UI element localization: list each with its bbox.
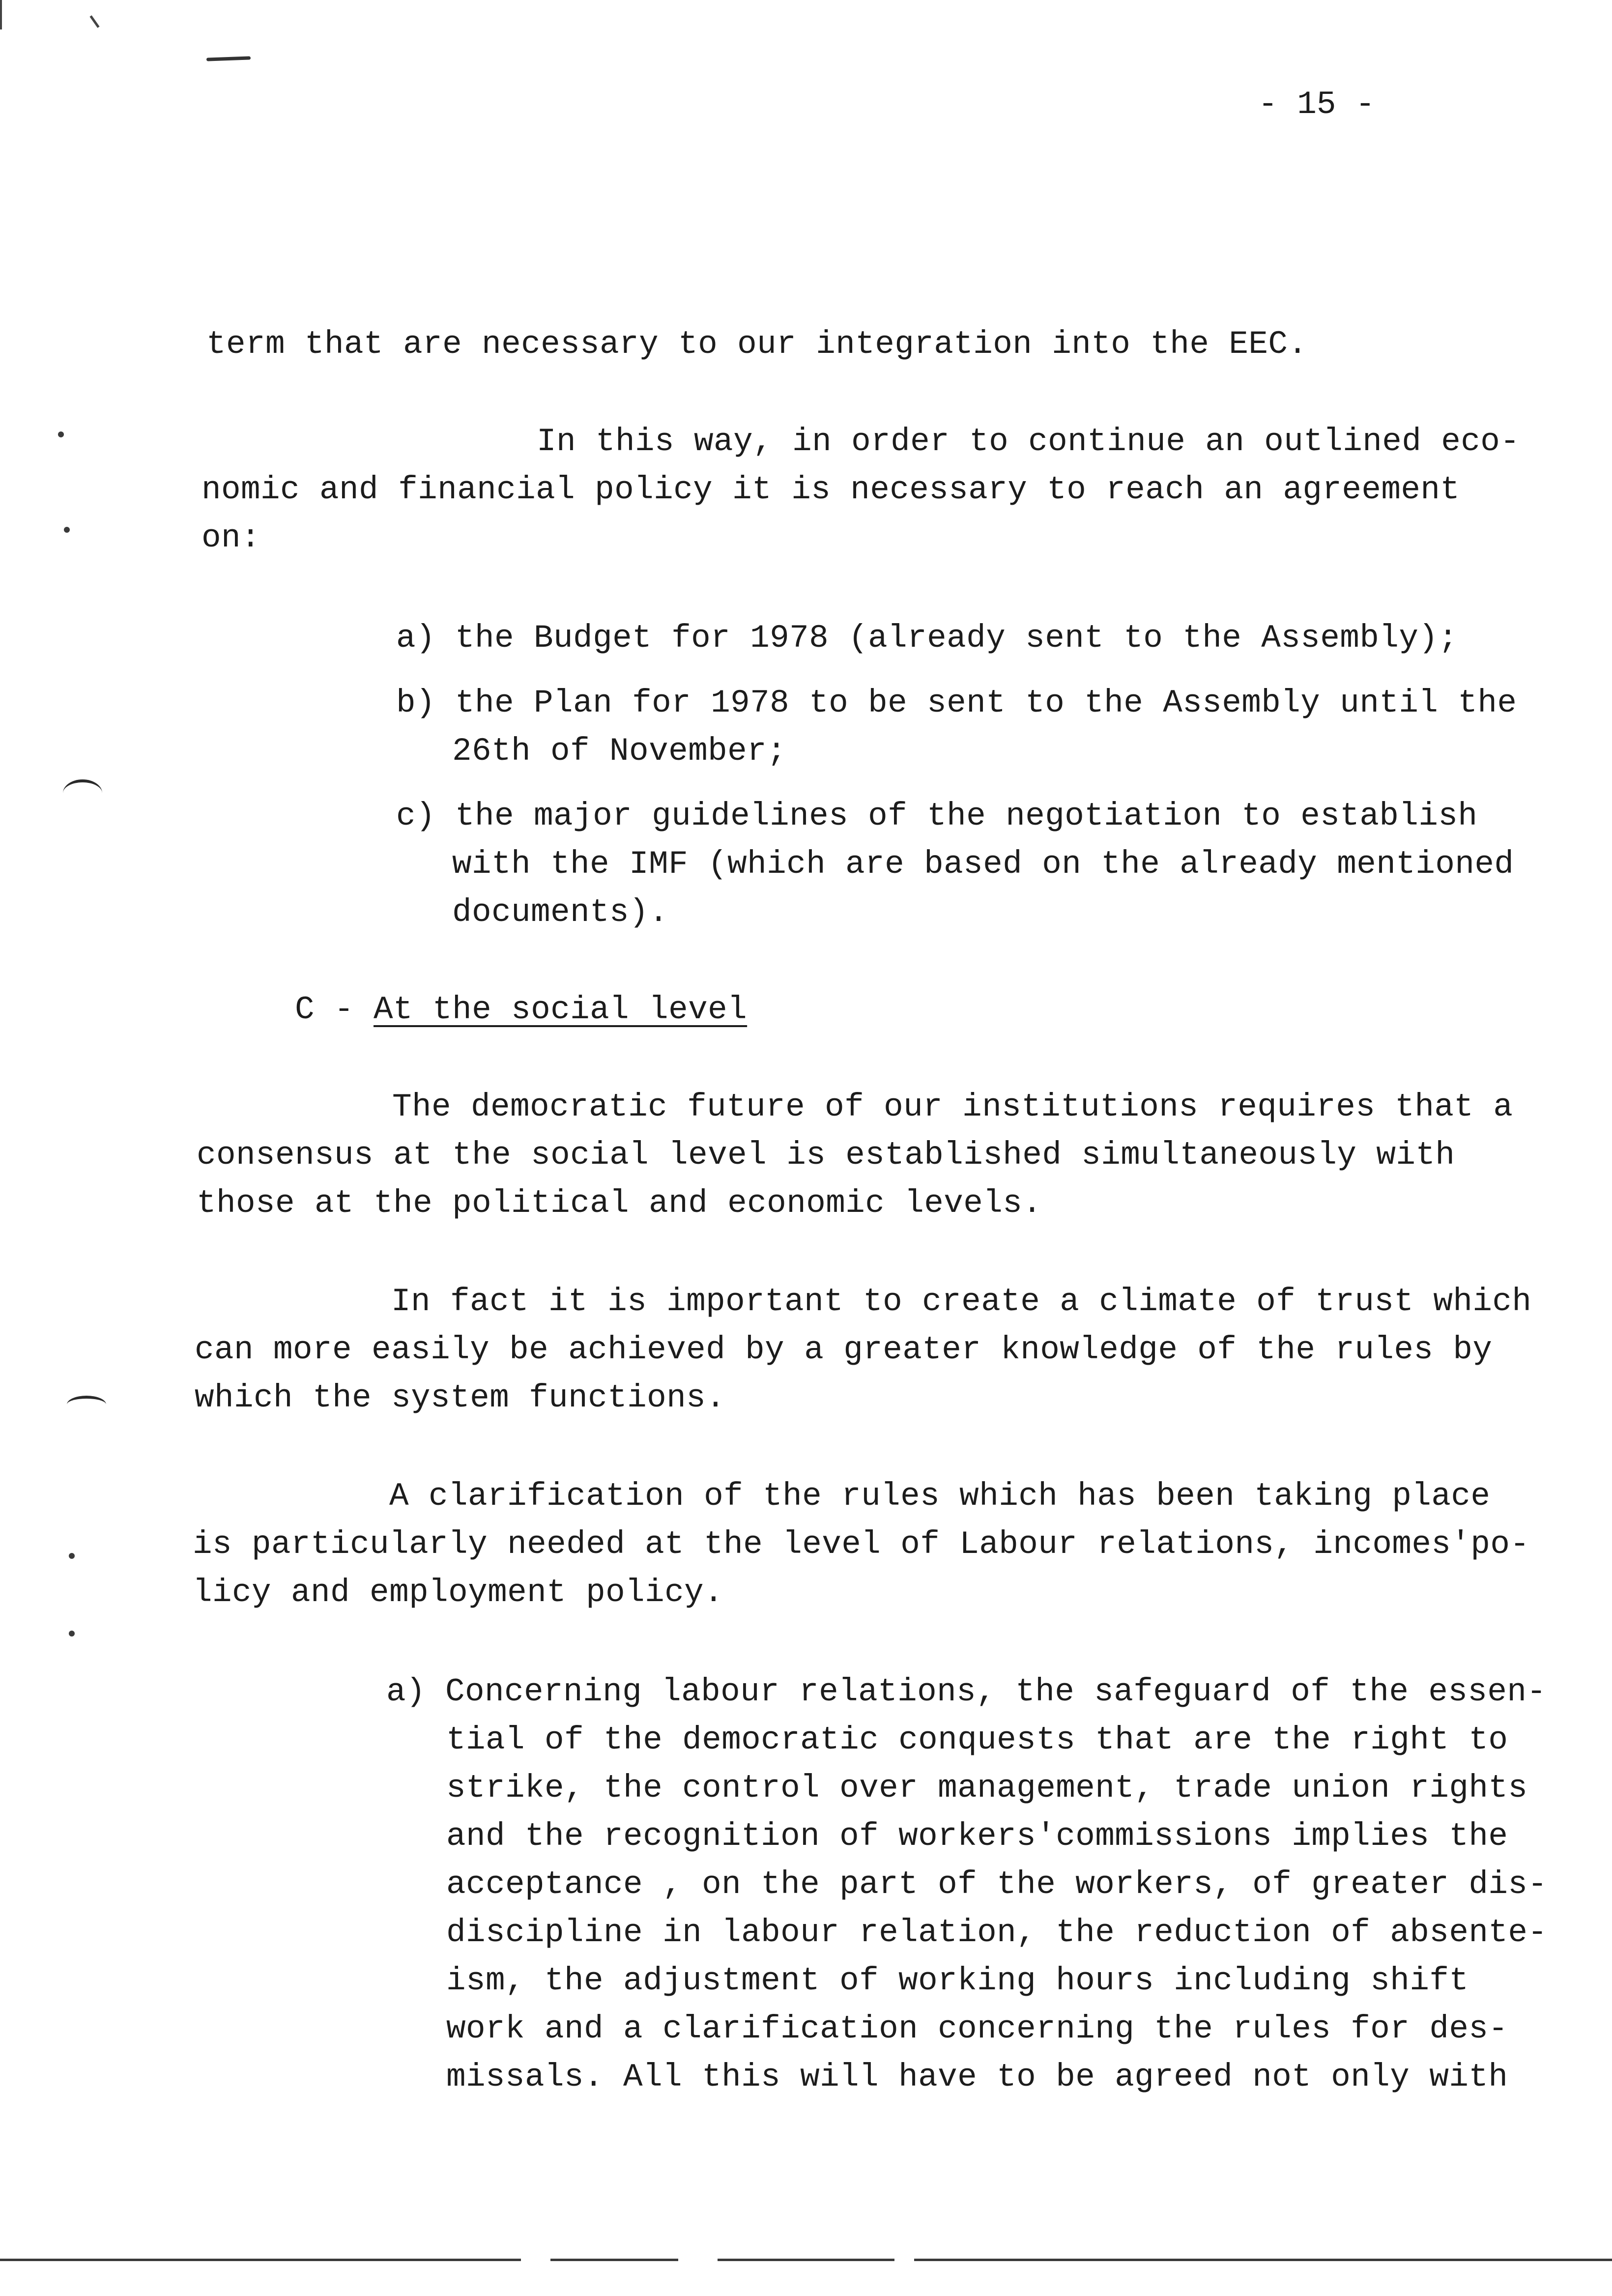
text-line: can more easily be achieved by a greater knowledge of the rules by	[195, 1331, 1493, 1368]
text-line: licy and employment policy.	[193, 1574, 724, 1611]
list-item-continuation: missals. All this will have to be agreed not only with	[446, 2059, 1508, 2095]
margin-arc-mark	[63, 779, 102, 807]
margin-dot	[64, 527, 70, 533]
list-item-continuation: ism, the adjustment of working hours including shift	[446, 1962, 1469, 1999]
list-item-continuation: acceptance , on the part of the workers, of greater dis-	[446, 1866, 1548, 1903]
list-item: a) the Budget for 1978 (already sent to the Assembly);	[396, 620, 1458, 657]
text-line: A clarification of the rules which has been taking place	[389, 1478, 1491, 1515]
text-line: The democratic future of our institutions requires that a	[392, 1089, 1513, 1125]
scan-edge-mark	[0, 0, 2, 29]
page-number: - 15 -	[1258, 86, 1375, 123]
list-item: b) the Plan for 1978 to be sent to the Assembly until the	[396, 685, 1517, 721]
list-item-continuation: documents).	[452, 894, 669, 931]
list-item-continuation: discipline in labour relation, the reduction of absente-	[446, 1914, 1548, 1951]
margin-dot	[58, 431, 64, 437]
scan-tick-mark	[89, 15, 99, 28]
list-item-continuation: and the recognition of workers'commissions implies the	[446, 1818, 1508, 1855]
list-item: c) the major guidelines of the negotiation to establish	[396, 798, 1478, 834]
margin-dot	[69, 1553, 75, 1559]
margin-dot	[69, 1631, 75, 1636]
list-item-continuation: 26th of November;	[452, 733, 787, 770]
footer-rule-gap	[678, 2258, 718, 2262]
footer-rule-gap	[521, 2258, 550, 2262]
text-line: is particularly needed at the level of Labour relations, incomes'po-	[193, 1526, 1530, 1563]
text-line: which the system functions.	[195, 1379, 726, 1416]
text-line: nomic and financial policy it is necessary to reach an agreement	[202, 471, 1460, 508]
text-line: those at the political and economic levels.	[197, 1185, 1042, 1222]
list-item-continuation: strike, the control over management, trade union rights	[446, 1770, 1528, 1807]
text-line: In this way, in order to continue an outlined eco-	[537, 423, 1520, 460]
section-heading-prefix: C -	[295, 991, 374, 1028]
list-item: a) Concerning labour relations, the safeguard of the essen-	[386, 1673, 1547, 1710]
scan-scratch-mark	[206, 56, 251, 61]
list-item-continuation: tial of the democratic conquests that are the right to	[446, 1722, 1508, 1758]
section-heading	[295, 991, 748, 1028]
text-line: In fact it is important to create a climate of trust which	[391, 1283, 1532, 1320]
text-line: consensus at the social level is established simultaneously with	[197, 1137, 1455, 1174]
footer-rule-gap	[894, 2258, 914, 2262]
margin-arc-mark	[67, 1396, 106, 1413]
section-heading-label: At the social level	[374, 991, 748, 1028]
footer-rule	[0, 2259, 1612, 2261]
list-item-continuation: with the IMF (which are based on the already mentioned	[452, 846, 1514, 883]
list-item-continuation: work and a clarification concerning the rules for des-	[446, 2010, 1508, 2047]
text-line: term that are necessary to our integration into the EEC.	[206, 326, 1308, 363]
text-line: on:	[202, 519, 261, 556]
